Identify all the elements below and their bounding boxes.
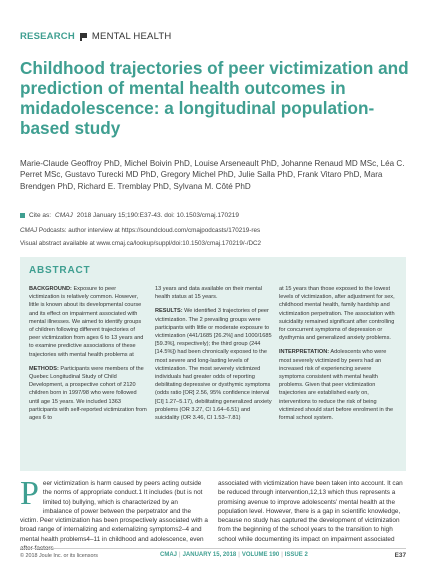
abstract-background bbox=[29, 285, 147, 359]
body-text-left: eer victimization is harm caused by peers acting outside the norms of appropriate conduct.1 It includes (but is not limited to) bullying, which is characterized by an imbalance of power between the perpetrator and the victim. Peer victimization has been prospectively associated with a broad range of internalizing and externalizing symptoms2–4 and mental health problems4–11 in childhood and adolescence, even bbox=[20, 480, 208, 543]
visual-abstract-line[interactable]: Visual abstract available at www.cmaj.ca/lookup/suppl/doi:10.1503/cmaj.170219/-/DC2 bbox=[20, 240, 262, 247]
footer-journal: CMAJ bbox=[160, 552, 178, 558]
abstract-column-1 bbox=[29, 285, 147, 428]
podcast-line bbox=[20, 227, 260, 234]
drop-cap: P bbox=[20, 475, 39, 512]
footer-copyright: © 2018 Joule Inc. or its licensors bbox=[20, 553, 98, 559]
flag-icon bbox=[80, 33, 87, 41]
abstract-box bbox=[20, 257, 406, 471]
results-text: We identified 3 trajectories of peer victimization. The 2 prevailing groups were participants with little or moderate exposure to victimization (441/1685 [26.2%] and 1000/1685 [59.3%], respectively); the third group (244 [14.5%]) had been chronically exposed to the most severe and long-lasting levels of victimization. The most severely victimized individuals had greater odds of reporting debilitating depressive or dysthymic symptoms (odds ratio [OR] 2.56, 95% confidence interval [CI] 1.27–5.17), debilitating generalized anxiety problems (OR 3.27, CI 1.64–6.51) and suicidality (OR 3.46, CI 1.53–7.81) bbox=[155, 308, 272, 422]
footer-issue: ISSUE 2 bbox=[284, 552, 308, 558]
podcast-journal: CMAJ bbox=[20, 227, 38, 234]
cite-prefix: Cite as: bbox=[29, 212, 52, 219]
abstract-column-2 bbox=[155, 285, 273, 428]
methods-continued: 13 years and data available on their mental health status at 15 years. bbox=[155, 286, 262, 301]
citation-line bbox=[20, 212, 239, 219]
abstract-interpretation bbox=[279, 348, 397, 422]
footer-issue-info: CMAJ | JANUARY 15, 2018 | VOLUME 190 | ISSUE 2 bbox=[160, 552, 308, 558]
cite-journal: CMAJ bbox=[55, 212, 73, 219]
body-column-right: associated with victimization have been taken into account. It can be reduced through intervention,12,13 which thus represents a promising avenue to improve adolescents’ mental health at the population level. However, there is a gap in scientific knowledge, because no study has captured the development of victimization from the beginning of the school years to the transition to high school while documenting its impact on impairment associated bbox=[218, 480, 403, 543]
abstract-heading: ABSTRACT bbox=[29, 265, 91, 276]
abstract-methods bbox=[29, 365, 147, 422]
cite-details[interactable]: 2018 January 15;190:E37-43. doi: 10.1503/cmaj.170219 bbox=[76, 212, 240, 219]
interpretation-label: INTERPRETATION: bbox=[279, 349, 330, 356]
abstract-results bbox=[155, 307, 273, 422]
footer-page-number: E37 bbox=[394, 552, 406, 559]
abstract-column-3 bbox=[279, 285, 397, 428]
section-mental-health: MENTAL HEALTH bbox=[91, 31, 172, 42]
footer-date: JANUARY 15, 2018 bbox=[182, 552, 237, 558]
square-bullet-icon bbox=[20, 213, 25, 218]
section-label bbox=[20, 31, 171, 42]
section-research: RESEARCH bbox=[20, 31, 75, 42]
methods-label: METHODS: bbox=[29, 365, 59, 372]
background-text: Exposure to peer victimization is relatively common. However, little is known about its developmental course and its effect on impairment associated with mental illnesses. We aimed to identify groups of children following different trajectories of peer victimization from ages 6 to 13 years and to examine predictive associations of these trajectories with mental health problems at bbox=[29, 286, 144, 358]
footer-volume: VOLUME 190 bbox=[241, 552, 280, 558]
background-label: BACKGROUND: bbox=[29, 286, 72, 292]
podcast-text[interactable]: Podcasts: author interview at https://soundcloud.com/cmajpodcasts/170219-res bbox=[38, 227, 261, 234]
footer-divider bbox=[20, 548, 406, 549]
results-continued: at 15 years than those exposed to the lowest levels of victimization, after adjustment for sex, childhood mental health, family hardship and victimization perpetration. The association with suicidality remained significant after controlling for concurrent symptoms of depression or dysthymia and generalized anxiety problems. bbox=[279, 286, 395, 342]
interpretation-text: Adolescents who were most severely victimized by peers had an increased risk of experiencing severe symptoms consistent with mental health problems. Given that peer victimization trajectories are established early on, interventions to reduce the risk of being victimized should start before enrolment in the formal school system. bbox=[279, 349, 394, 422]
body-column-left bbox=[20, 475, 208, 553]
author-list: Marie-Claude Geoffroy PhD, Michel Boivin PhD, Louise Arseneault PhD, Johanne Renaud MD MSc, Léa C. Perret MSc, Gustavo Turecki MD PhD, Gregory Michel PhD, Julie Salla PhD, Frank Vitaro PhD, Mara Brendgen PhD, Richard E. Tremblay PhD, Sylvana M. Côté PhD bbox=[20, 159, 405, 191]
results-label: RESULTS: bbox=[155, 308, 183, 315]
article-title: Childhood trajectories of peer victimization and prediction of mental health outcomes in midadolescence: a longitudinal population-based study bbox=[20, 58, 409, 138]
methods-text: Participants were members of the Quebec Longitudinal Study of Child Development, a prospective cohort of 2120 children born in 1997/98 who were followed until age 15 years. We included 1363 participants with self-reported victimization from ages 6 to bbox=[29, 365, 147, 422]
